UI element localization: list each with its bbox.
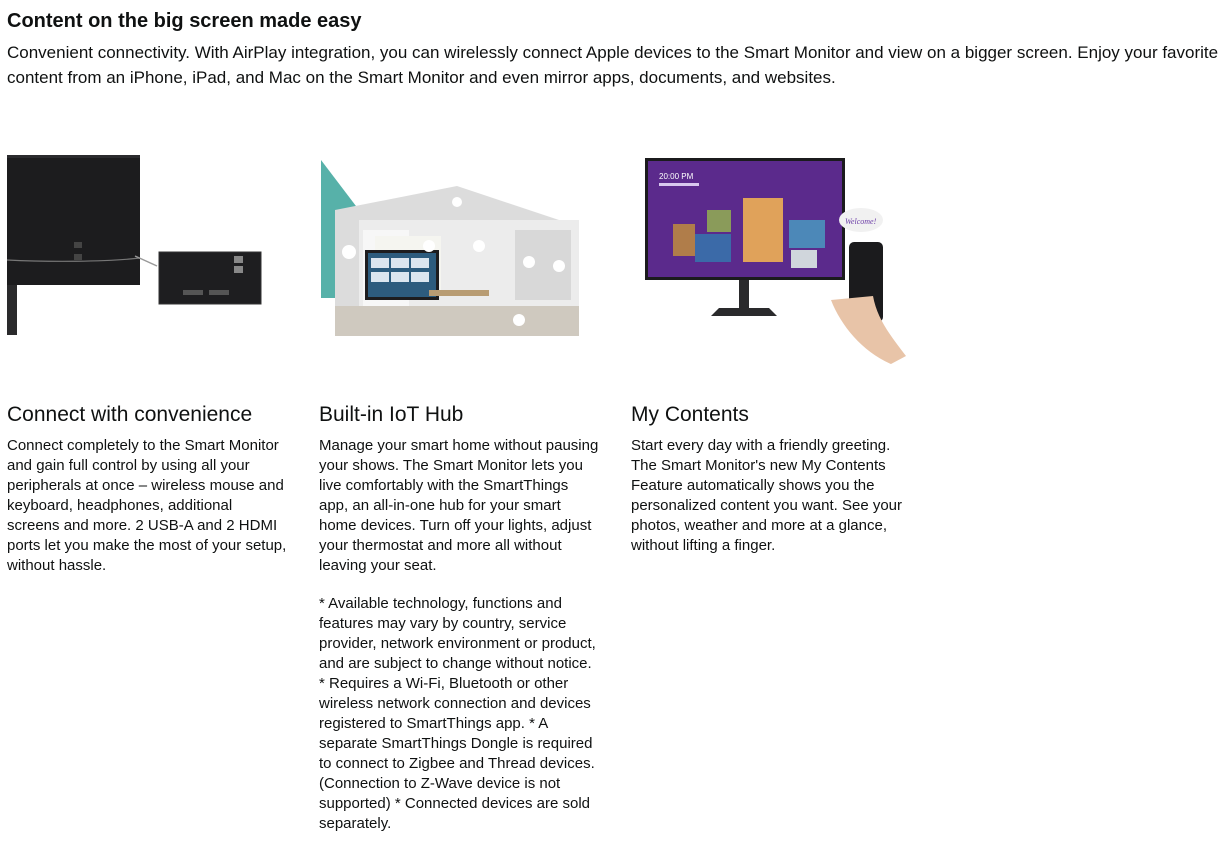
feature-body-iot-hub: Manage your smart home without pausing your shows. The Smart Monitor lets you live comfortably with the SmartThings app, an all-in-one hub for your smart home devices. Turn off your lights, adjust your thermostat and more all without leaving your seat. [319,437,599,574]
feature-my-contents [631,150,911,554]
page-description: Convenient connectivity. With AirPlay integration, you can wirelessly connect Apple devices to the Smart Monitor and view on a bigger screen. Enjoy your favorite content from an iPhone, iPad, and Mac on the Smart Monitor and even mirror apps, documents, and websites. [7,43,1219,87]
feature-iot-hub [319,150,599,832]
feature-body-my-contents: Start every day with a friendly greeting. The Smart Monitor's new My Contents Feature automatically shows you the personalized content you want. See your photos, weather and more at a glance, without lifting a finger. [631,437,903,554]
page-title: Content on the big screen made easy [7,10,362,32]
monitor-ports-image [7,150,287,386]
feature-title-iot-hub: Built-in IoT Hub [319,403,464,426]
feature-title-my-contents: My Contents [631,403,749,426]
feature-body-connect: Connect completely to the Smart Monitor and gain full control by using all your peripherals at once – wireless mouse and keyboard, headphones, additional screens and more. 2 USB-A and 2 HDMI ports let you make the most of your setup, without hassle. [7,437,287,574]
screen-time-text: 20:00 PM [659,172,694,181]
smart-home-image [319,150,599,386]
header-section [7,8,1222,90]
feature-connect [7,150,287,574]
feature-title-connect: Connect with convenience [7,403,253,426]
welcome-text: Welcome! [845,217,877,226]
feature-disclaimer-iot-hub: * Available technology, functions and features may vary by country, service provider, network environment or product, and are subject to change without notice. * Requires a Wi-Fi, Bluetooth or other wireless network connection and devices registered to SmartThings app. * A separate SmartThings Dongle is required to connect to Zigbee and Thread devices. (Connection to Z-Wave device is not supported) * Connected devices are sold separately. [319,595,596,832]
smart-monitor-image [631,150,911,386]
